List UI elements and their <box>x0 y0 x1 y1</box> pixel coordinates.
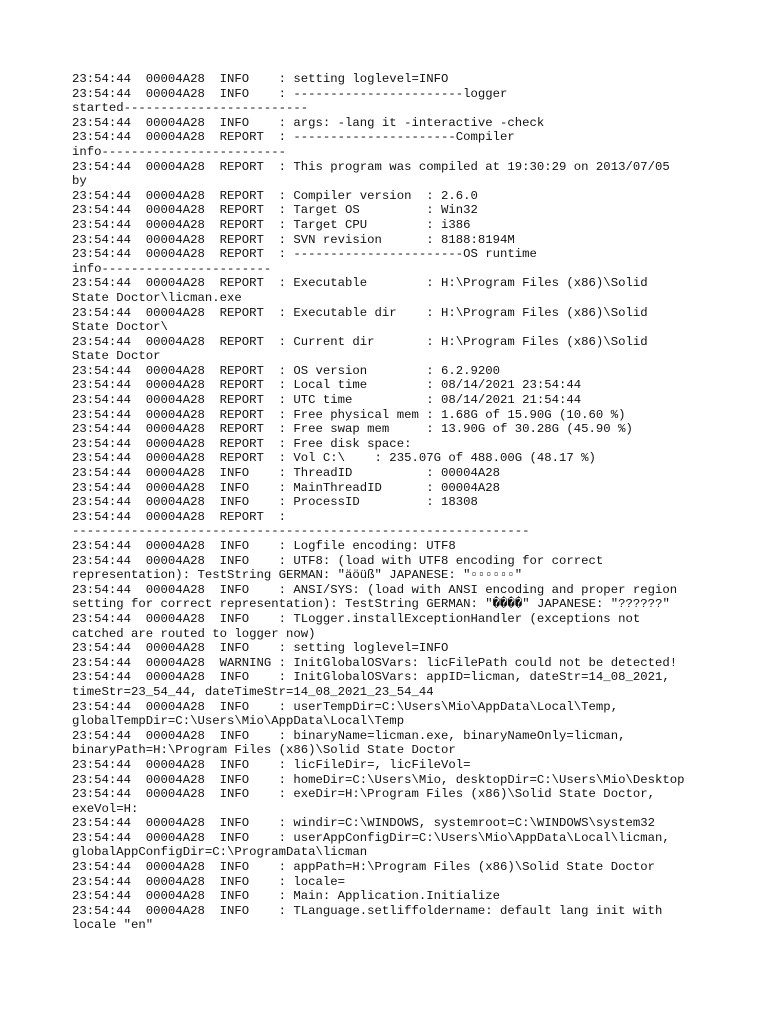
log-line: 23:54:44 00004A28 INFO : args: -lang it -interactive -check <box>72 115 545 130</box>
log-line: 23:54:44 00004A28 INFO : locale= <box>72 874 346 889</box>
log-line: 23:54:44 00004A28 INFO : ProcessID : 18308 <box>72 495 478 510</box>
log-line: 23:54:44 00004A28 INFO : TLanguage.setliffoldername: default lang init with <box>72 903 663 918</box>
log-line: 23:54:44 00004A28 INFO : Main: Application.Initialize <box>72 889 501 904</box>
log-line: 23:54:44 00004A28 INFO : appPath=H:\Program Files (x86)\Solid State Doctor <box>72 860 655 875</box>
log-line: State Doctor\ <box>72 320 168 335</box>
log-line: 23:54:44 00004A28 INFO : InitGlobalOSVars: appID=licman, dateStr=14_08_2021, <box>72 670 670 685</box>
log-line: exeVol=H: <box>72 801 139 816</box>
log-line: 23:54:44 00004A28 REPORT : UTC time : 08/14/2021 21:54:44 <box>72 393 582 408</box>
log-line: timeStr=23_54_44, dateTimeStr=14_08_2021_23_54_44 <box>72 684 434 699</box>
log-line: 23:54:44 00004A28 INFO : UTF8: (load with UTF8 encoding for correct <box>72 553 604 568</box>
log-line: locale "en" <box>72 918 154 933</box>
log-line: catched are routed to logger now) <box>72 626 316 641</box>
log-line: 23:54:44 00004A28 INFO : setting loglevel=INFO <box>72 641 449 656</box>
log-line: 23:54:44 00004A28 REPORT : Target OS : Win32 <box>72 203 478 218</box>
log-line: 23:54:44 00004A28 INFO : setting loglevel=INFO <box>72 72 449 86</box>
log-line: binaryPath=H:\Program Files (x86)\Solid State Doctor <box>72 743 456 758</box>
log-line: 23:54:44 00004A28 INFO : -----------------------logger <box>72 86 508 101</box>
log-line: 23:54:44 00004A28 REPORT : Local time : 08/14/2021 23:54:44 <box>72 378 582 393</box>
log-line: 23:54:44 00004A28 INFO : TLogger.installExceptionHandler (exceptions not <box>72 611 641 626</box>
log-line: info----------------------- <box>72 261 272 276</box>
log-line: 23:54:44 00004A28 WARNING : InitGlobalOSVars: licFilePath could not be detected! <box>72 655 678 670</box>
log-line: 23:54:44 00004A28 REPORT : OS version : 6.2.9200 <box>72 363 501 378</box>
log-line: 23:54:44 00004A28 INFO : exeDir=H:\Program Files (x86)\Solid State Doctor, <box>72 787 655 802</box>
log-line: 23:54:44 00004A28 REPORT : Executable dir : H:\Program Files (x86)\Solid <box>72 305 648 320</box>
log-line: 23:54:44 00004A28 REPORT : This program was compiled at 19:30:29 on 2013/07/05 <box>72 159 670 174</box>
log-line: setting for correct representation): TestString GERMAN: "����" JAPANESE: "??????" <box>72 597 670 612</box>
log-line: 23:54:44 00004A28 INFO : homeDir=C:\Users\Mio, desktopDir=C:\Users\Mio\Desktop <box>72 772 685 787</box>
log-line: 23:54:44 00004A28 REPORT : Current dir : H:\Program Files (x86)\Solid <box>72 334 648 349</box>
log-line: by <box>72 174 87 189</box>
log-line: 23:54:44 00004A28 REPORT : Free disk space: <box>72 436 412 451</box>
log-line: 23:54:44 00004A28 INFO : windir=C:\WINDOWS, systemroot=C:\WINDOWS\system32 <box>72 816 655 831</box>
log-line: 23:54:44 00004A28 INFO : ANSI/SYS: (load with ANSI encoding and proper region <box>72 582 678 597</box>
log-line: 23:54:44 00004A28 REPORT : Executable : H:\Program Files (x86)\Solid <box>72 276 648 291</box>
log-line: 23:54:44 00004A28 INFO : ThreadID : 00004A28 <box>72 466 501 481</box>
log-line: info------------------------- <box>72 144 287 159</box>
log-line: 23:54:44 00004A28 REPORT : Vol C:\ : 235.07G of 488.00G (48.17 %) <box>72 451 596 466</box>
log-line: 23:54:44 00004A28 INFO : MainThreadID : 00004A28 <box>72 480 501 495</box>
log-line: State Doctor\licman.exe <box>72 290 242 305</box>
log-line: 23:54:44 00004A28 REPORT : Free swap mem : 13.90G of 30.28G (45.90 %) <box>72 422 633 437</box>
log-line: started------------------------- <box>72 101 309 116</box>
log-line: 23:54:44 00004A28 REPORT : Free physical mem : 1.68G of 15.90G (10.60 %) <box>72 407 626 422</box>
log-line: 23:54:44 00004A28 INFO : userAppConfigDir=C:\Users\Mio\AppData\Local\licman, <box>72 830 670 845</box>
log-line: 23:54:44 00004A28 REPORT : ----------------------Compiler <box>72 130 515 145</box>
log-line: 23:54:44 00004A28 REPORT : SVN revision : 8188:8194M <box>72 232 515 247</box>
log-line: State Doctor <box>72 349 161 364</box>
log-line: 23:54:44 00004A28 INFO : userTempDir=C:\Users\Mio\AppData\Local\Temp, <box>72 699 619 714</box>
log-line: globalAppConfigDir=C:\ProgramData\licman <box>72 845 368 860</box>
log-text <box>72 72 712 933</box>
log-line: globalTempDir=C:\Users\Mio\AppData\Local\Temp <box>72 714 405 729</box>
log-line: 23:54:44 00004A28 INFO : licFileDir=, licFileVol= <box>72 757 471 772</box>
log-line: 23:54:44 00004A28 REPORT : <box>72 509 287 524</box>
log-line: 23:54:44 00004A28 INFO : binaryName=licman.exe, binaryNameOnly=licman, <box>72 728 626 743</box>
log-line: representation): TestString GERMAN: "äöüß" JAPANESE: "▫▫▫▫▫▫" <box>72 568 523 583</box>
log-line: 23:54:44 00004A28 REPORT : Target CPU : i386 <box>72 217 471 232</box>
log-line: 23:54:44 00004A28 REPORT : Compiler version : 2.6.0 <box>72 188 478 203</box>
log-line: 23:54:44 00004A28 INFO : Logfile encoding: UTF8 <box>72 539 456 553</box>
log-line: 23:54:44 00004A28 REPORT : -----------------------OS runtime <box>72 247 537 262</box>
log-line: -------------------------------------------------------------- <box>72 524 530 539</box>
